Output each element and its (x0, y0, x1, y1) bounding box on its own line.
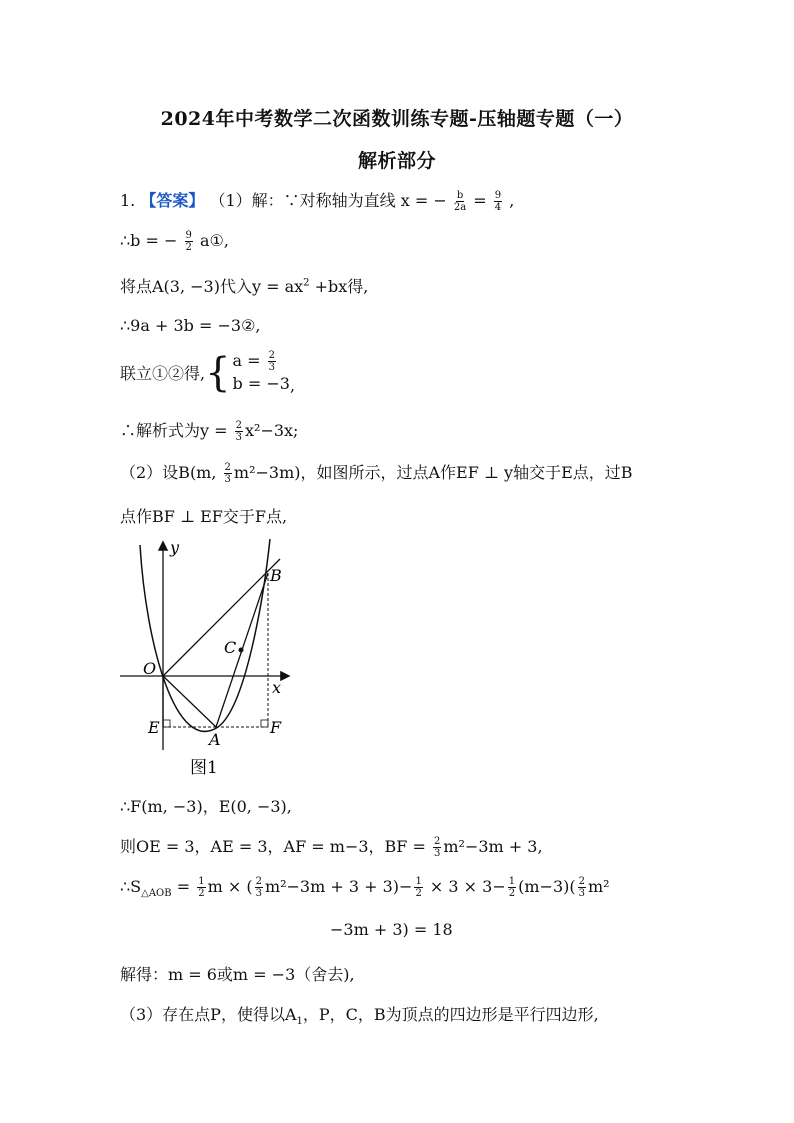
line10-prefix: 则OE = 3，AE = 3，AF = m−3，BF = (120, 837, 431, 856)
fraction-numerator: 2 (433, 836, 441, 847)
brace-icon: { (205, 349, 231, 396)
fraction-b-over-2a (454, 190, 466, 213)
fraction-numerator: 2 (578, 876, 585, 887)
fraction-2-over-3 (224, 462, 232, 485)
fraction-2-over-3 (235, 420, 243, 443)
answer-line-9: ∴F(m, −3)，E(0, −3), (120, 797, 292, 816)
fraction-9-over-4 (494, 190, 502, 213)
label-a: A (209, 730, 221, 749)
answer-line-11 (120, 876, 610, 899)
answer-line-1 (120, 188, 514, 213)
fraction-2-over-3 (255, 876, 263, 899)
line2-prefix: ∴b = − (120, 231, 178, 250)
right-angle-e (163, 720, 170, 727)
line7-suffix: m²−3m)，如图所示，过点A作EF ⊥ y轴交于E点，过B (233, 463, 633, 482)
line5-prefix: 联立①②得, (120, 364, 206, 383)
answer-line-8: 点作BF ⊥ EF交于F点, (120, 507, 288, 526)
point-c (239, 648, 244, 653)
line5-suffix: , (289, 376, 296, 395)
label-f: F (270, 718, 282, 737)
segment-oa (163, 676, 216, 727)
fraction-numerator: 2 (268, 350, 276, 361)
answer-line-10 (120, 834, 543, 859)
row1-prefix: a = (232, 351, 266, 370)
fraction-numerator: 2 (235, 420, 242, 431)
answer-line-4: ∴9a + 3b = −3②, (120, 316, 261, 335)
parabola-figure (118, 535, 298, 780)
fraction-1-over-2 (197, 876, 205, 899)
fraction-denominator: 4 (494, 202, 502, 213)
answer-line-3 (120, 274, 368, 297)
line6-suffix: x²−3x; (245, 421, 299, 440)
line1-eq: = (473, 191, 492, 210)
line1-end: , (509, 191, 515, 210)
line14-suffix: ，P，C，B为顶点的四边形是平行四边形, (302, 1005, 599, 1024)
line11-part4: × 3 × 3− (424, 877, 506, 896)
line2-suffix: a①, (199, 231, 229, 250)
line11-part2: m × ( (207, 877, 253, 896)
line10-suffix: m²−3m + 3, (443, 837, 543, 856)
fraction-2-over-3 (578, 876, 586, 899)
answer-line-7 (120, 460, 633, 485)
label-o: O (143, 659, 157, 678)
fraction-denominator: 2a (453, 202, 467, 213)
answer-line-12: −3m + 3) = 18 (330, 920, 453, 939)
fraction-denominator: 3 (255, 888, 262, 899)
fraction-numerator: 1 (198, 876, 205, 887)
page-title: 2024年中考数学二次函数训练专题-压轴题专题（一） (160, 108, 634, 130)
answer-line-2 (120, 230, 229, 253)
line14-sub: 1 (296, 1016, 303, 1028)
answer-tag: 【答案】 (140, 191, 205, 210)
question-number: 1. (120, 191, 136, 210)
line6-prefix: ∴解析式为y = (120, 421, 233, 440)
fraction-denominator: 2 (185, 242, 192, 253)
fraction-denominator: 3 (235, 432, 242, 443)
fraction-1-over-2 (508, 876, 516, 899)
fraction-denominator: 3 (433, 848, 441, 859)
label-c: C (224, 638, 237, 657)
fraction-numerator: 9 (494, 190, 502, 201)
fraction-numerator: 1 (508, 876, 516, 887)
fraction-2-over-3 (268, 350, 276, 373)
answer-line-13: 解得：m = 6或m = −3（舍去), (120, 965, 355, 984)
line7-prefix: （2）设B(m, (120, 463, 222, 482)
fraction-numerator: 1 (415, 876, 422, 887)
line1-prefix: （1）解：∵对称轴为直线 (209, 191, 396, 210)
line14-prefix: （3）存在点P，使得以A (120, 1005, 297, 1024)
fraction-denominator: 2 (198, 888, 205, 899)
section-subtitle: 解析部分 (357, 150, 436, 172)
label-e: E (148, 718, 160, 737)
line11-eq: = (171, 877, 196, 896)
parabola-curve (140, 539, 270, 731)
fraction-numerator: b (456, 190, 464, 201)
line11-prefix: ∴S (120, 877, 142, 896)
system-row-1 (233, 350, 290, 373)
answer-line-5 (120, 350, 295, 395)
line3-sup: 2 (303, 277, 310, 289)
fraction-denominator: 3 (268, 362, 276, 373)
label-b: B (270, 566, 282, 585)
line1-xeq: x = − (400, 191, 447, 210)
line3-prefix: 将点A(3, −3)代入y = ax (120, 277, 304, 296)
fraction-denominator: 3 (224, 474, 231, 485)
fraction-numerator: 9 (185, 230, 192, 241)
figure-caption: 图1 (190, 758, 218, 778)
answer-line-6 (120, 418, 298, 443)
fraction-1-over-2 (414, 876, 422, 899)
line-ob (163, 559, 280, 676)
fraction-2-over-3 (433, 836, 441, 859)
fraction-denominator: 3 (578, 888, 585, 899)
equation-system (233, 350, 290, 395)
fraction-numerator: 2 (224, 462, 231, 473)
right-angle-f (261, 720, 268, 727)
line11-sub: △AOB (141, 888, 172, 900)
fraction-denominator: 2 (415, 888, 422, 899)
line11-part6: m² (587, 877, 610, 896)
label-x: x (272, 678, 282, 697)
answer-line-14 (120, 1002, 599, 1027)
line3-suffix: +bx得, (309, 277, 369, 296)
fraction-denominator: 2 (508, 888, 516, 899)
fraction-9-over-2 (185, 230, 193, 253)
label-y: y (170, 538, 180, 557)
fraction-numerator: 2 (255, 876, 262, 887)
system-row-2: b = −3 (232, 374, 290, 393)
line11-part5: (m−3)( (518, 877, 576, 896)
line11-part3: m²−3m + 3 + 3)− (264, 877, 413, 896)
